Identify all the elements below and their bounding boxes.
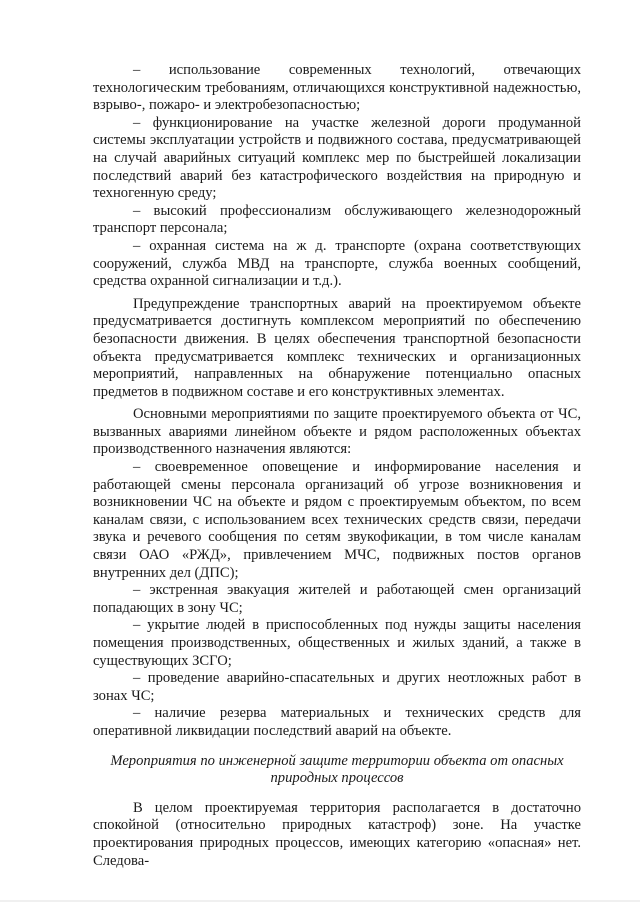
list-item-reserves: – наличие резерва материальных и технических средств для оперативной ликвидации последствий аварий на объекте. bbox=[93, 705, 581, 739]
list-item-evacuation: – экстренная эвакуация жителей и работающей смен организаций попадающих в зону ЧС; bbox=[93, 582, 581, 616]
paragraph-accident-prevention: Предупреждение транспортных аварий на проектируемом объекте предусматривается достигнуть комплексом мероприятий по обеспечению безопасности движения. В целях обеспечения транспортной безопасности объекта предусматривается комплекс технических и организационных мероприятий, направленных на обнаружение потенциально опасных предметов в подвижном составе и его конструктивных элементах. bbox=[93, 295, 581, 400]
list-item-operation-system: – функционирование на участке железной дороги продуманной системы эксплуатации устройств и подвижного состава, предусматривающей на случай аварийных ситуаций комплекс мер по быстрейшей локализации последствий аварий без катастрофического воздействия на природную и техногенную среду; bbox=[93, 114, 581, 202]
page-bottom-divider bbox=[0, 900, 640, 902]
list-item-modern-technologies: – использование современных технологий, отвечающих технологическим требованиям, отличающихся конструктивной надежностью, взрыво-, пожаро- и электробезопасностью; bbox=[93, 62, 581, 114]
list-item-rescue-works: – проведение аварийно-спасательных и других неотложных работ в зонах ЧС; bbox=[93, 670, 581, 704]
document-body bbox=[93, 62, 581, 870]
list-item-notification: – своевременное оповещение и информирование населения и работающей смены персонала организаций об угрозе возникновения и возникновении ЧС на объекте и рядом с проектируемым объектом, по всем каналам связи, с использованием всех технических средств связи, передачи звука и речевого сообщения по сетям звукофикации, в том числе каналам связи ОАО «РЖД», привлечением МЧС, подвижных постов органов внутренних дел (ДПС); bbox=[93, 459, 581, 581]
paragraph-territory: В целом проектируемая территория располагается в достаточно спокойной (относительно природных катастроф) зоне. На участке проектирования природных процессов, имеющих категорию «опасная» нет. Следова- bbox=[93, 799, 581, 869]
section-heading: Мероприятия по инженерной защите территории объекта от опасных природных процессов bbox=[110, 752, 564, 787]
list-item-shelter: – укрытие людей в приспособленных под нужды защиты населения помещения производственных, общественных и жилых зданий, а также в существующих ЗСГО; bbox=[93, 617, 581, 669]
list-item-security-system: – охранная система на ж д. транспорте (охрана соответствующих сооружений, служба МВД на транспорте, служба военных сообщений, средства охранной сигнализации и т.д.). bbox=[93, 237, 581, 290]
paragraph-main-measures: Основными мероприятиями по защите проектируемого объекта от ЧС, вызванных авариями линейном объекте и рядом расположенных объектах производственного назначения являются: bbox=[93, 406, 581, 458]
list-item-professionalism: – высокий профессионализм обслуживающего железнодорожный транспорт персонала; bbox=[93, 202, 581, 237]
